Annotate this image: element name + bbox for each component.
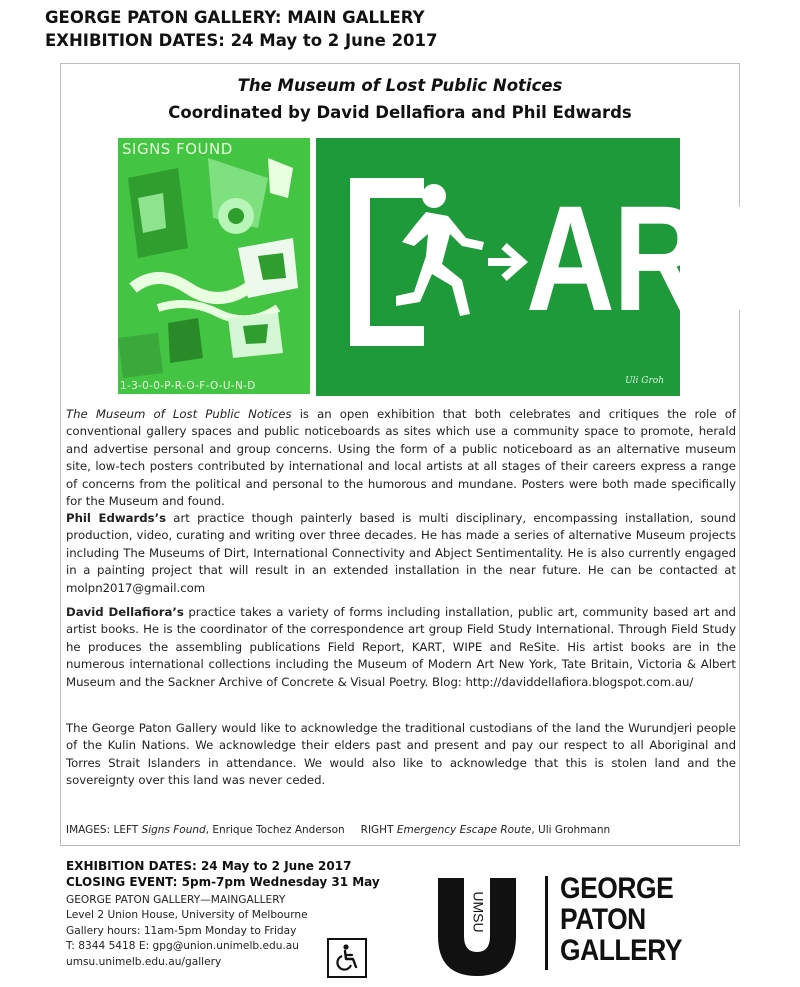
signs-found-number: 1-3-0-0-P-R-O-F-O-U-N-D	[120, 380, 256, 392]
gpg-logo-line1: GEORGE	[560, 872, 674, 905]
image-caption	[66, 824, 610, 836]
gpg-logo-line2: PATON	[560, 903, 646, 936]
caption-left-artist: , Enrique Tochez Anderson	[205, 824, 345, 836]
umsu-text: UMSU	[470, 891, 487, 933]
paragraph-acknowledgement-of-country: The George Paton Gallery would like to acknowledge the traditional custodians of the land the Wurundjeri people of the Kulin Nations. We acknowledge their elders past and present and pay our respect to all Aboriginal and Torres Strait Islanders in attendance. We would also like to acknowledge that this is stolen land and the sovereignty over this land was never ceded.	[66, 721, 736, 788]
footer-contact: T: 8344 5418 E: gpg@union.unimelb.edu.au	[66, 940, 300, 953]
document-header	[45, 6, 438, 52]
phil-edwards-bio: art practice though painterly based is multi disciplinary, encompassing installation, sound production, video, curating and writing over three decades. He has made a series of alternative Museum projects including The Museums of Dirt, International Connectivity and Abject Sentimentality. He is also currently engaged in a painting project that will result in an extended installation in the near future. He can be contacted at molpn2017@gmail.com	[66, 511, 736, 595]
art-text: ART	[526, 174, 774, 342]
david-dellafiora-name: David Dellafiora’s	[66, 605, 184, 619]
header-exhibition-dates: EXHIBITION DATES: 24 May to 2 June 2017	[45, 31, 438, 50]
signs-found-collage	[118, 138, 310, 394]
exit-art-image	[316, 138, 774, 396]
footer-gallery-name: GEORGE PATON GALLERY—MAINGALLERY	[66, 894, 286, 906]
exhibition-description-text: is an open exhibition that both celebrates and critiques the role of conventional gallery spaces and public noticeboards as sites which use a community space to promote, herald and advertise personal and group concerns. Using the form of a public noticeboard as an alternative museum site, low-tech posters contributed by international and local artists at all stages of their careers express a range of concerns from the political and personal to the humorous and mundane. Posters were both made specifically for the Museum and found.	[66, 407, 736, 509]
caption-right-artist: , Uli Grohmann	[531, 824, 611, 836]
phil-edwards-name: Phil Edwards’s	[66, 511, 167, 525]
david-dellafiora-bio: practice takes a variety of forms including installation, public art, community based art and artist books. He is the coordinator of the correspondence art group Field Study International. Through Field Study he produces the assembling publications Field Report, KART, WIPE and ReSite. His artist books are in the numerous international collections including the Museum of Modern Art New York, Tate Britain, Victoria & Albert Museum and the Sackner Archive of Concrete & Visual Poetry. Blog: http://daviddellafiora.blogspot.com.au/	[66, 605, 736, 689]
umsu-u-shape	[430, 878, 524, 976]
artist-signature: Uli Groh	[625, 376, 664, 386]
paragraph-phil-edwards	[66, 510, 736, 597]
footer-hours: Gallery hours: 11am-5pm Monday to Friday	[66, 924, 297, 937]
paragraph-david-dellafiora	[66, 604, 736, 691]
caption-left-title: Signs Found	[141, 824, 206, 836]
footer-exhibition-dates: EXHIBITION DATES: 24 May to 2 June 2017	[66, 859, 352, 873]
caption-left-prefix: IMAGES: LEFT	[66, 824, 142, 836]
exhibition-title-inline: The Museum of Lost Public Notices	[66, 407, 292, 421]
caption-right-title: Emergency Escape Route	[396, 824, 532, 836]
footer-gallery-info	[66, 893, 308, 970]
caption-right-prefix: RIGHT	[360, 824, 397, 836]
exhibition-subtitle: Coordinated by David Dellafiora and Phil Edwards	[168, 103, 632, 122]
umsu-logo	[430, 878, 524, 976]
george-paton-gallery-logo	[560, 873, 699, 966]
header-gallery-title: GEORGE PATON GALLERY: MAIN GALLERY	[45, 8, 425, 27]
signs-found-label: SIGNS FOUND	[122, 140, 233, 158]
footer-closing-event: CLOSING EVENT: 5pm-7pm Wednesday 31 May	[66, 875, 380, 889]
paragraph-exhibition-description	[66, 406, 736, 510]
wheelchair-icon	[327, 938, 367, 978]
signs-found-image	[118, 138, 310, 394]
wheelchair-glyph	[332, 943, 362, 973]
exhibition-title: The Museum of Lost Public Notices	[237, 76, 563, 95]
running-man-exit-icon	[316, 138, 526, 396]
gpg-logo-line3: GALLERY	[560, 934, 683, 967]
logo-divider	[545, 876, 548, 970]
footer-website: umsu.unimelb.edu.au/gallery	[66, 955, 222, 968]
footer-event-info	[66, 858, 380, 890]
footer-address: Level 2 Union House, University of Melbourne	[66, 909, 308, 922]
